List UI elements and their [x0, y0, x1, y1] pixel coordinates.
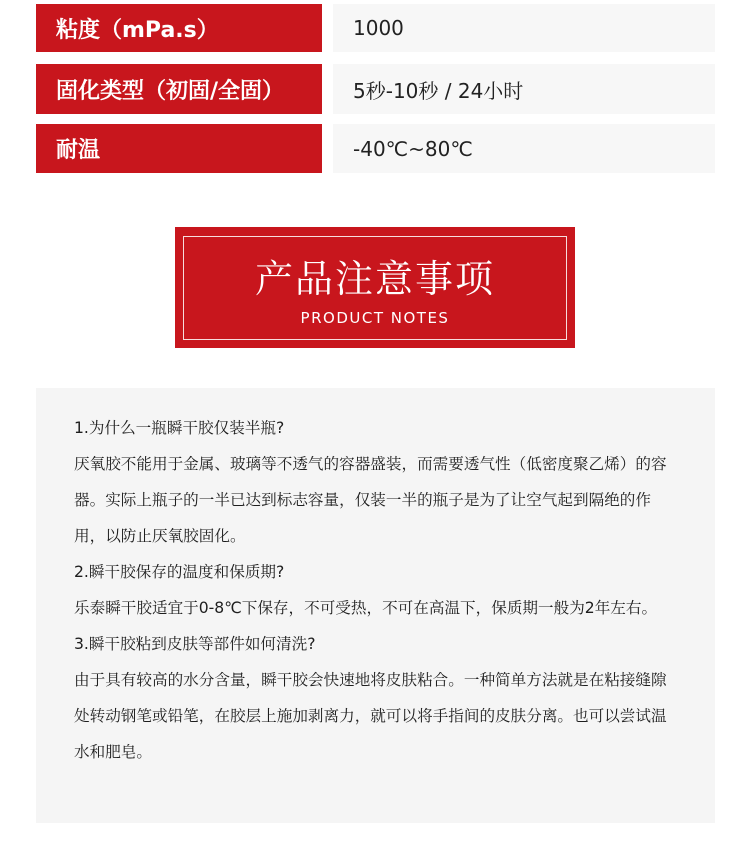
spec-value: -40℃~80℃: [333, 124, 715, 173]
notes-panel: [36, 388, 715, 823]
note-answer: 乐泰瞬干胶适宜于0-8℃下保存，不可受热，不可在高温下，保质期一般为2年左右。: [74, 599, 658, 617]
note-question: 2.瞬干胶保存的温度和保质期?: [74, 563, 285, 581]
note-question: 3.瞬干胶粘到皮肤等部件如何清洗?: [74, 635, 316, 653]
spec-label: 耐温: [36, 124, 322, 173]
banner-title-en: PRODUCT NOTES: [300, 309, 450, 327]
spec-label: 固化类型（初固/全固）: [36, 64, 322, 114]
note-answer: 由于具有较高的水分含量，瞬干胶会快速地将皮肤粘合。一种简单方法就是在粘接缝隙处转动钢笔或铅笔，在胶层上施加剥离力，就可以将手指间的皮肤分离。也可以尝试温水和肥皂。: [74, 671, 667, 761]
spec-table: [36, 0, 715, 180]
spec-row-temperature: [36, 120, 715, 180]
product-notes-banner: [175, 227, 575, 348]
spec-row-cure-type: [36, 60, 715, 120]
spec-label: 粘度（mPa.s）: [36, 4, 322, 52]
spec-row-viscosity: [36, 0, 715, 60]
note-question: 1.为什么一瓶瞬干胶仅装半瓶?: [74, 419, 285, 437]
banner-frame: [183, 236, 567, 340]
note-answer: 厌氧胶不能用于金属、玻璃等不透气的容器盛装，而需要透气性（低密度聚乙烯）的容器。实际上瓶子的一半已达到标志容量，仅装一半的瓶子是为了让空气起到隔绝的作用，以防止厌氧胶固化。: [74, 455, 667, 545]
spec-value: 1000: [333, 4, 715, 52]
spec-value: 5秒-10秒 / 24小时: [333, 64, 715, 114]
notes-content: [74, 410, 674, 770]
banner-title-cn: 产品注意事项: [254, 257, 495, 301]
